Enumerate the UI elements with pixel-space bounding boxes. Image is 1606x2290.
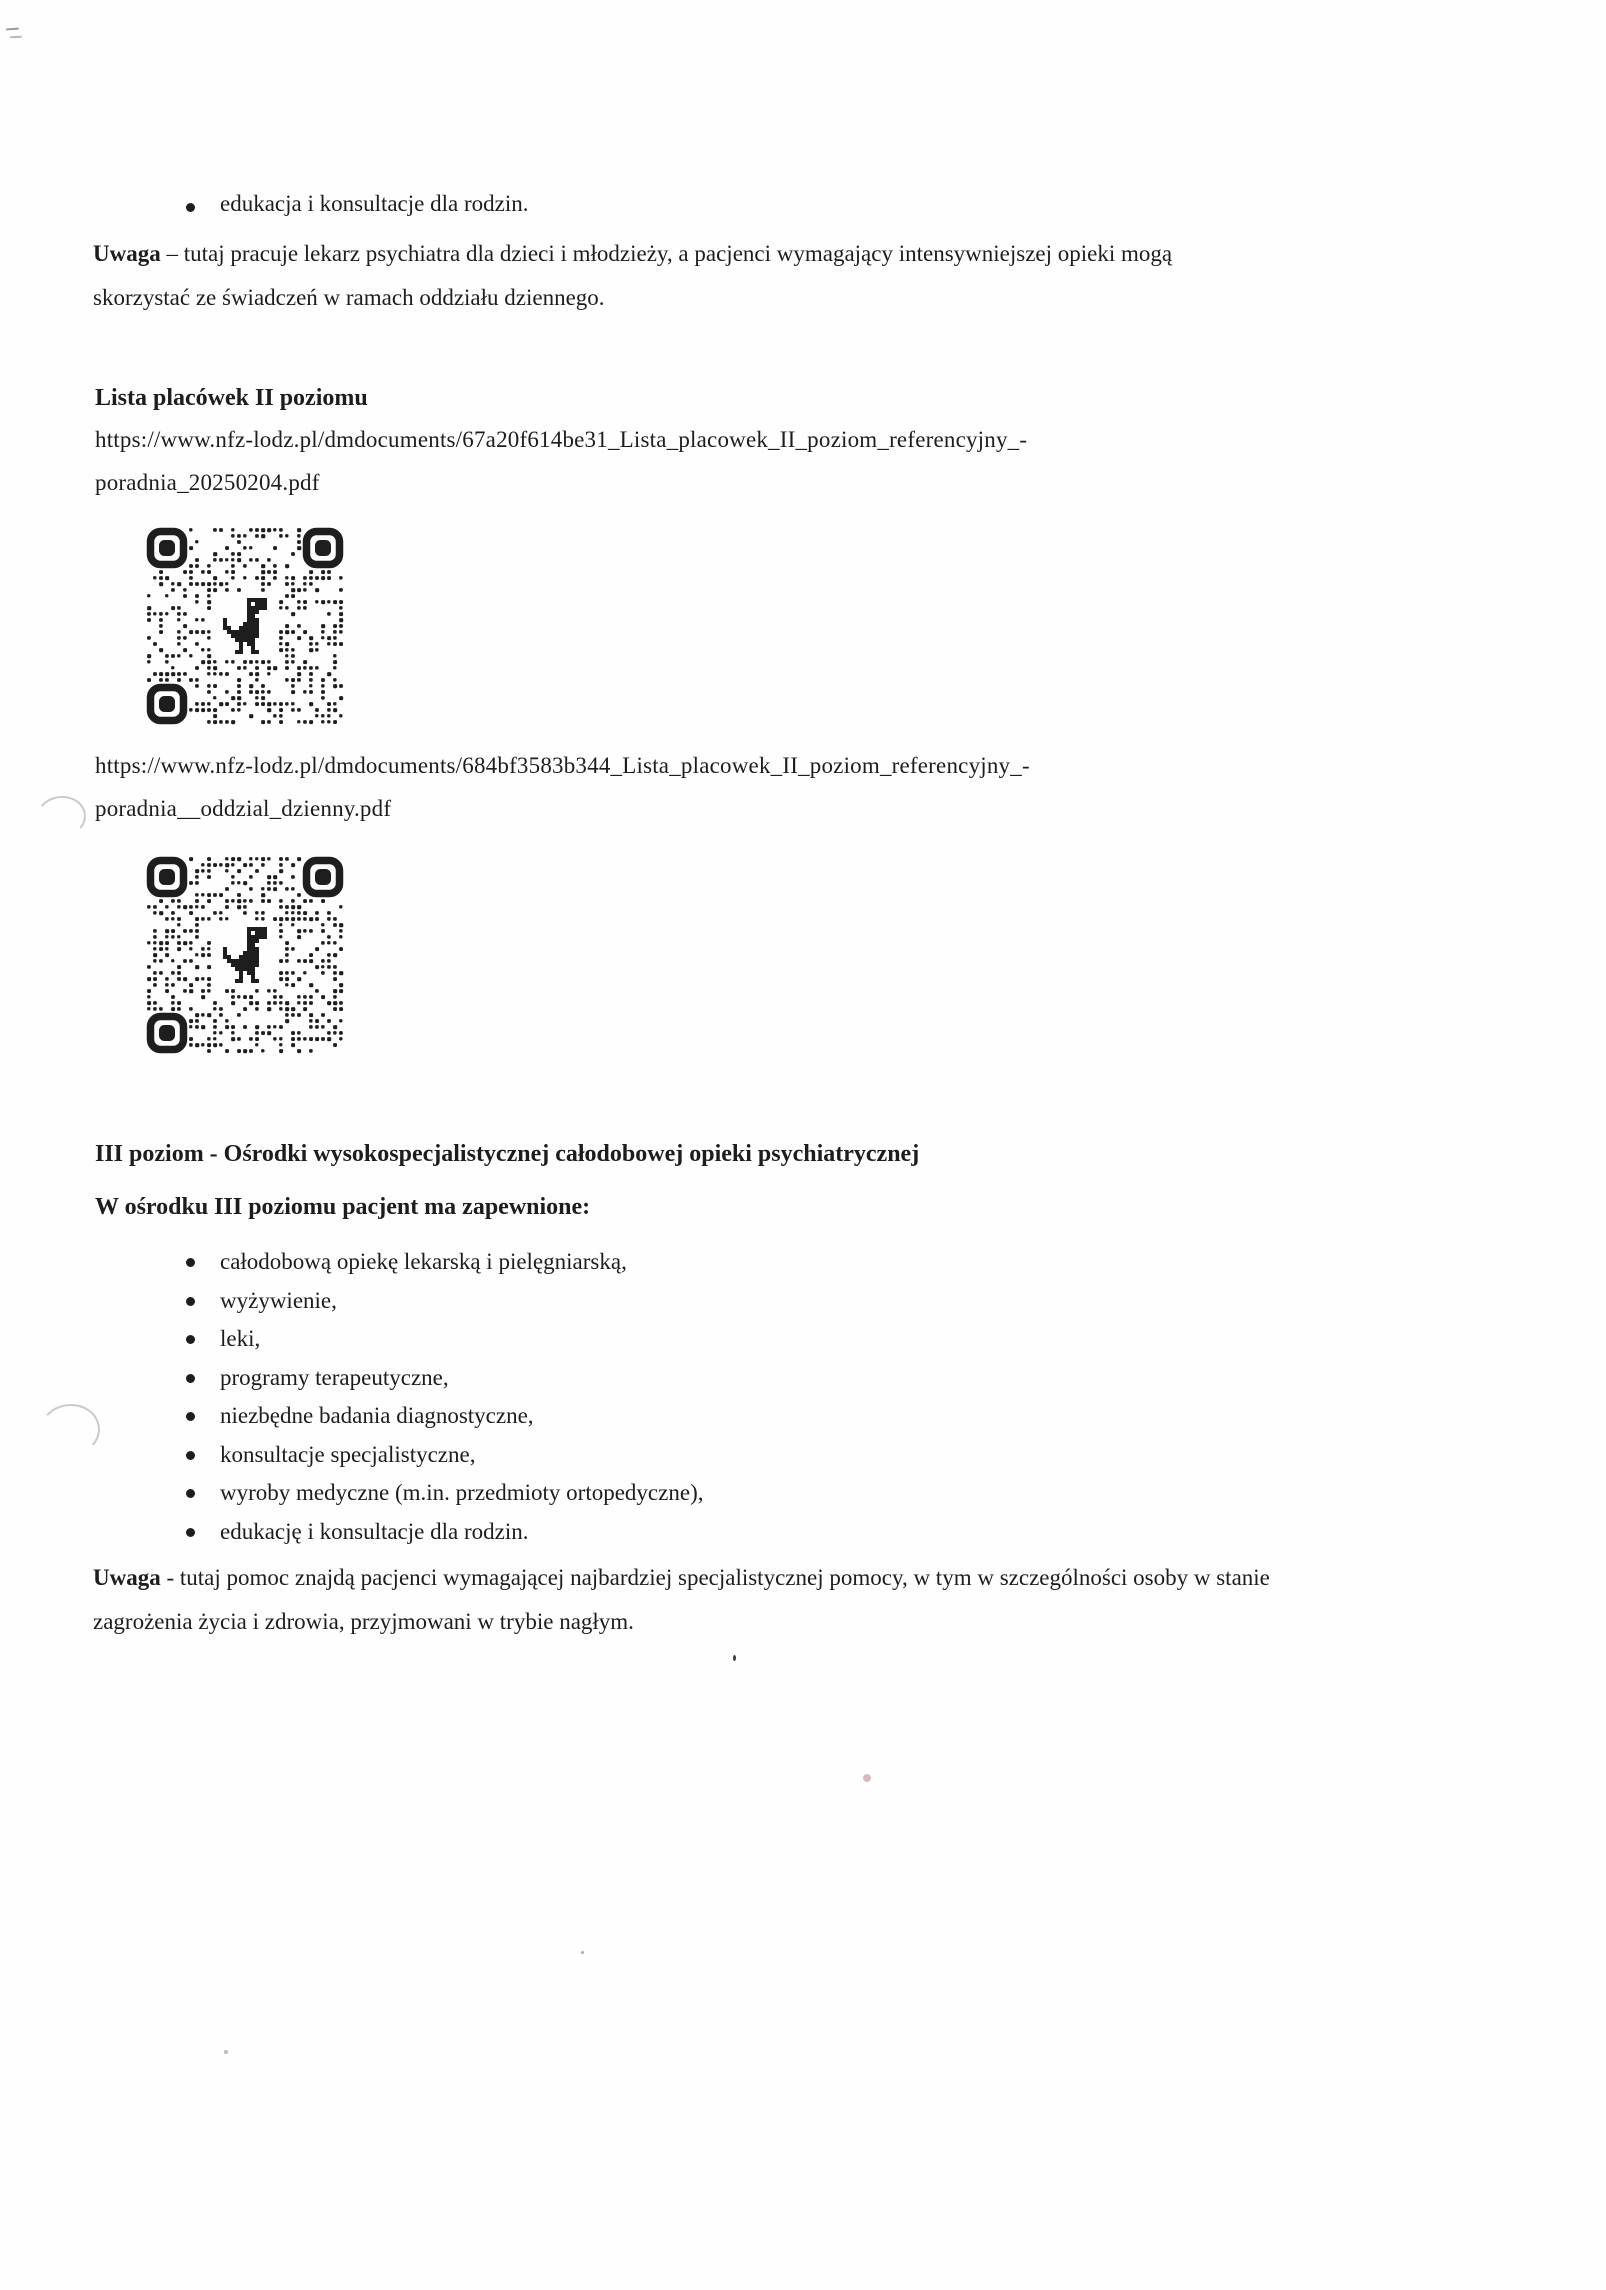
bullet-icon <box>186 1489 195 1498</box>
list-item <box>186 1474 1286 1513</box>
section-heading-level2: Lista placówek II poziomu <box>95 385 368 411</box>
list-item-label: programy terapeutyczne, <box>220 1364 449 1390</box>
scan-artifact-speck <box>733 1655 736 1661</box>
section-subheading-level3: W ośrodku III poziomu pacjent ma zapewnione: <box>95 1194 591 1220</box>
qr-code-dino-icon <box>146 856 344 1054</box>
bullet-icon <box>186 1412 195 1421</box>
scan-artifact-mark <box>10 36 22 39</box>
list-item-label: edukację i konsultacje dla rodzin. <box>220 1518 529 1544</box>
qr-code-dino-icon <box>146 527 344 725</box>
note-text: - tutaj pomoc znajdą pacjenci wymagającej najbardziej specjalistycznej pomocy, w tym w szczególności osoby w stanie zagrożenia życia i zdrowia, przyjmowani w trybie nagłym. <box>93 1565 1270 1634</box>
scan-artifact-speck <box>581 1951 584 1954</box>
list-item-label: wyroby medyczne (m.in. przedmioty ortopedyczne), <box>220 1480 704 1505</box>
list-item-label: leki, <box>220 1326 261 1351</box>
bullet-icon <box>186 1258 195 1267</box>
list-item-label: edukacja i konsultacje dla rodzin. <box>220 191 529 216</box>
bullet-icon <box>186 203 195 212</box>
list-item <box>186 1436 1286 1475</box>
bullet-icon <box>186 1528 195 1537</box>
list-item <box>186 1513 1286 1552</box>
url-line: https://www.nfz-lodz.pl/dmdocuments/67a20f614be31_Lista_placowek_II_poziom_referencyjny_- <box>95 427 1028 452</box>
note-text: – tutaj pracuje lekarz psychiatra dla dzieci i młodzieży, a pacjenci wymagający intensywniejszej opieki mogą skorzystać ze świadczeń w ramach oddziału dziennego. <box>93 241 1173 310</box>
url-link-poradnia <box>95 418 1027 504</box>
list-item <box>186 1359 1286 1398</box>
url-link-oddzial <box>95 744 1030 830</box>
scan-artifact-arc <box>37 1401 102 1459</box>
list-item <box>186 1243 1286 1282</box>
bullet-icon <box>186 1451 195 1460</box>
list-item <box>186 1397 1286 1436</box>
scan-artifact-arc <box>33 793 88 842</box>
bullet-icon <box>186 1374 195 1383</box>
bullet-icon <box>186 1335 195 1344</box>
scan-artifact-speck <box>863 1774 871 1782</box>
url-line: poradnia__oddzial_dzienny.pdf <box>95 796 392 821</box>
url-line: poradnia_20250204.pdf <box>95 470 320 495</box>
list-item-label: konsultacje specjalistyczne, <box>220 1441 476 1467</box>
scan-artifact-mark <box>6 28 19 31</box>
list-item-label: całodobową opiekę lekarską i pielęgniarską, <box>220 1249 627 1274</box>
url-line: https://www.nfz-lodz.pl/dmdocuments/684bf3583b344_Lista_placowek_II_poziom_referencyjny_- <box>95 753 1030 778</box>
level3-benefits-list <box>186 1243 1286 1551</box>
list-item <box>186 188 1086 220</box>
section-heading-level3: III poziom - Ośrodki wysokospecjalistycznej całodobowej opieki psychiatrycznej <box>95 1141 920 1167</box>
note-level3-paragraph <box>93 1556 1313 1644</box>
bullet-icon <box>186 1297 195 1306</box>
list-item <box>186 1282 1286 1321</box>
scan-artifact-speck <box>224 2050 228 2054</box>
note-label: Uwaga <box>93 241 161 266</box>
note-label: Uwaga <box>93 1565 161 1590</box>
list-item-label: wyżywienie, <box>220 1287 337 1313</box>
list-item-label: niezbędne badania diagnostyczne, <box>220 1403 534 1428</box>
note-level2-paragraph <box>93 232 1178 320</box>
list-item <box>186 1320 1286 1359</box>
